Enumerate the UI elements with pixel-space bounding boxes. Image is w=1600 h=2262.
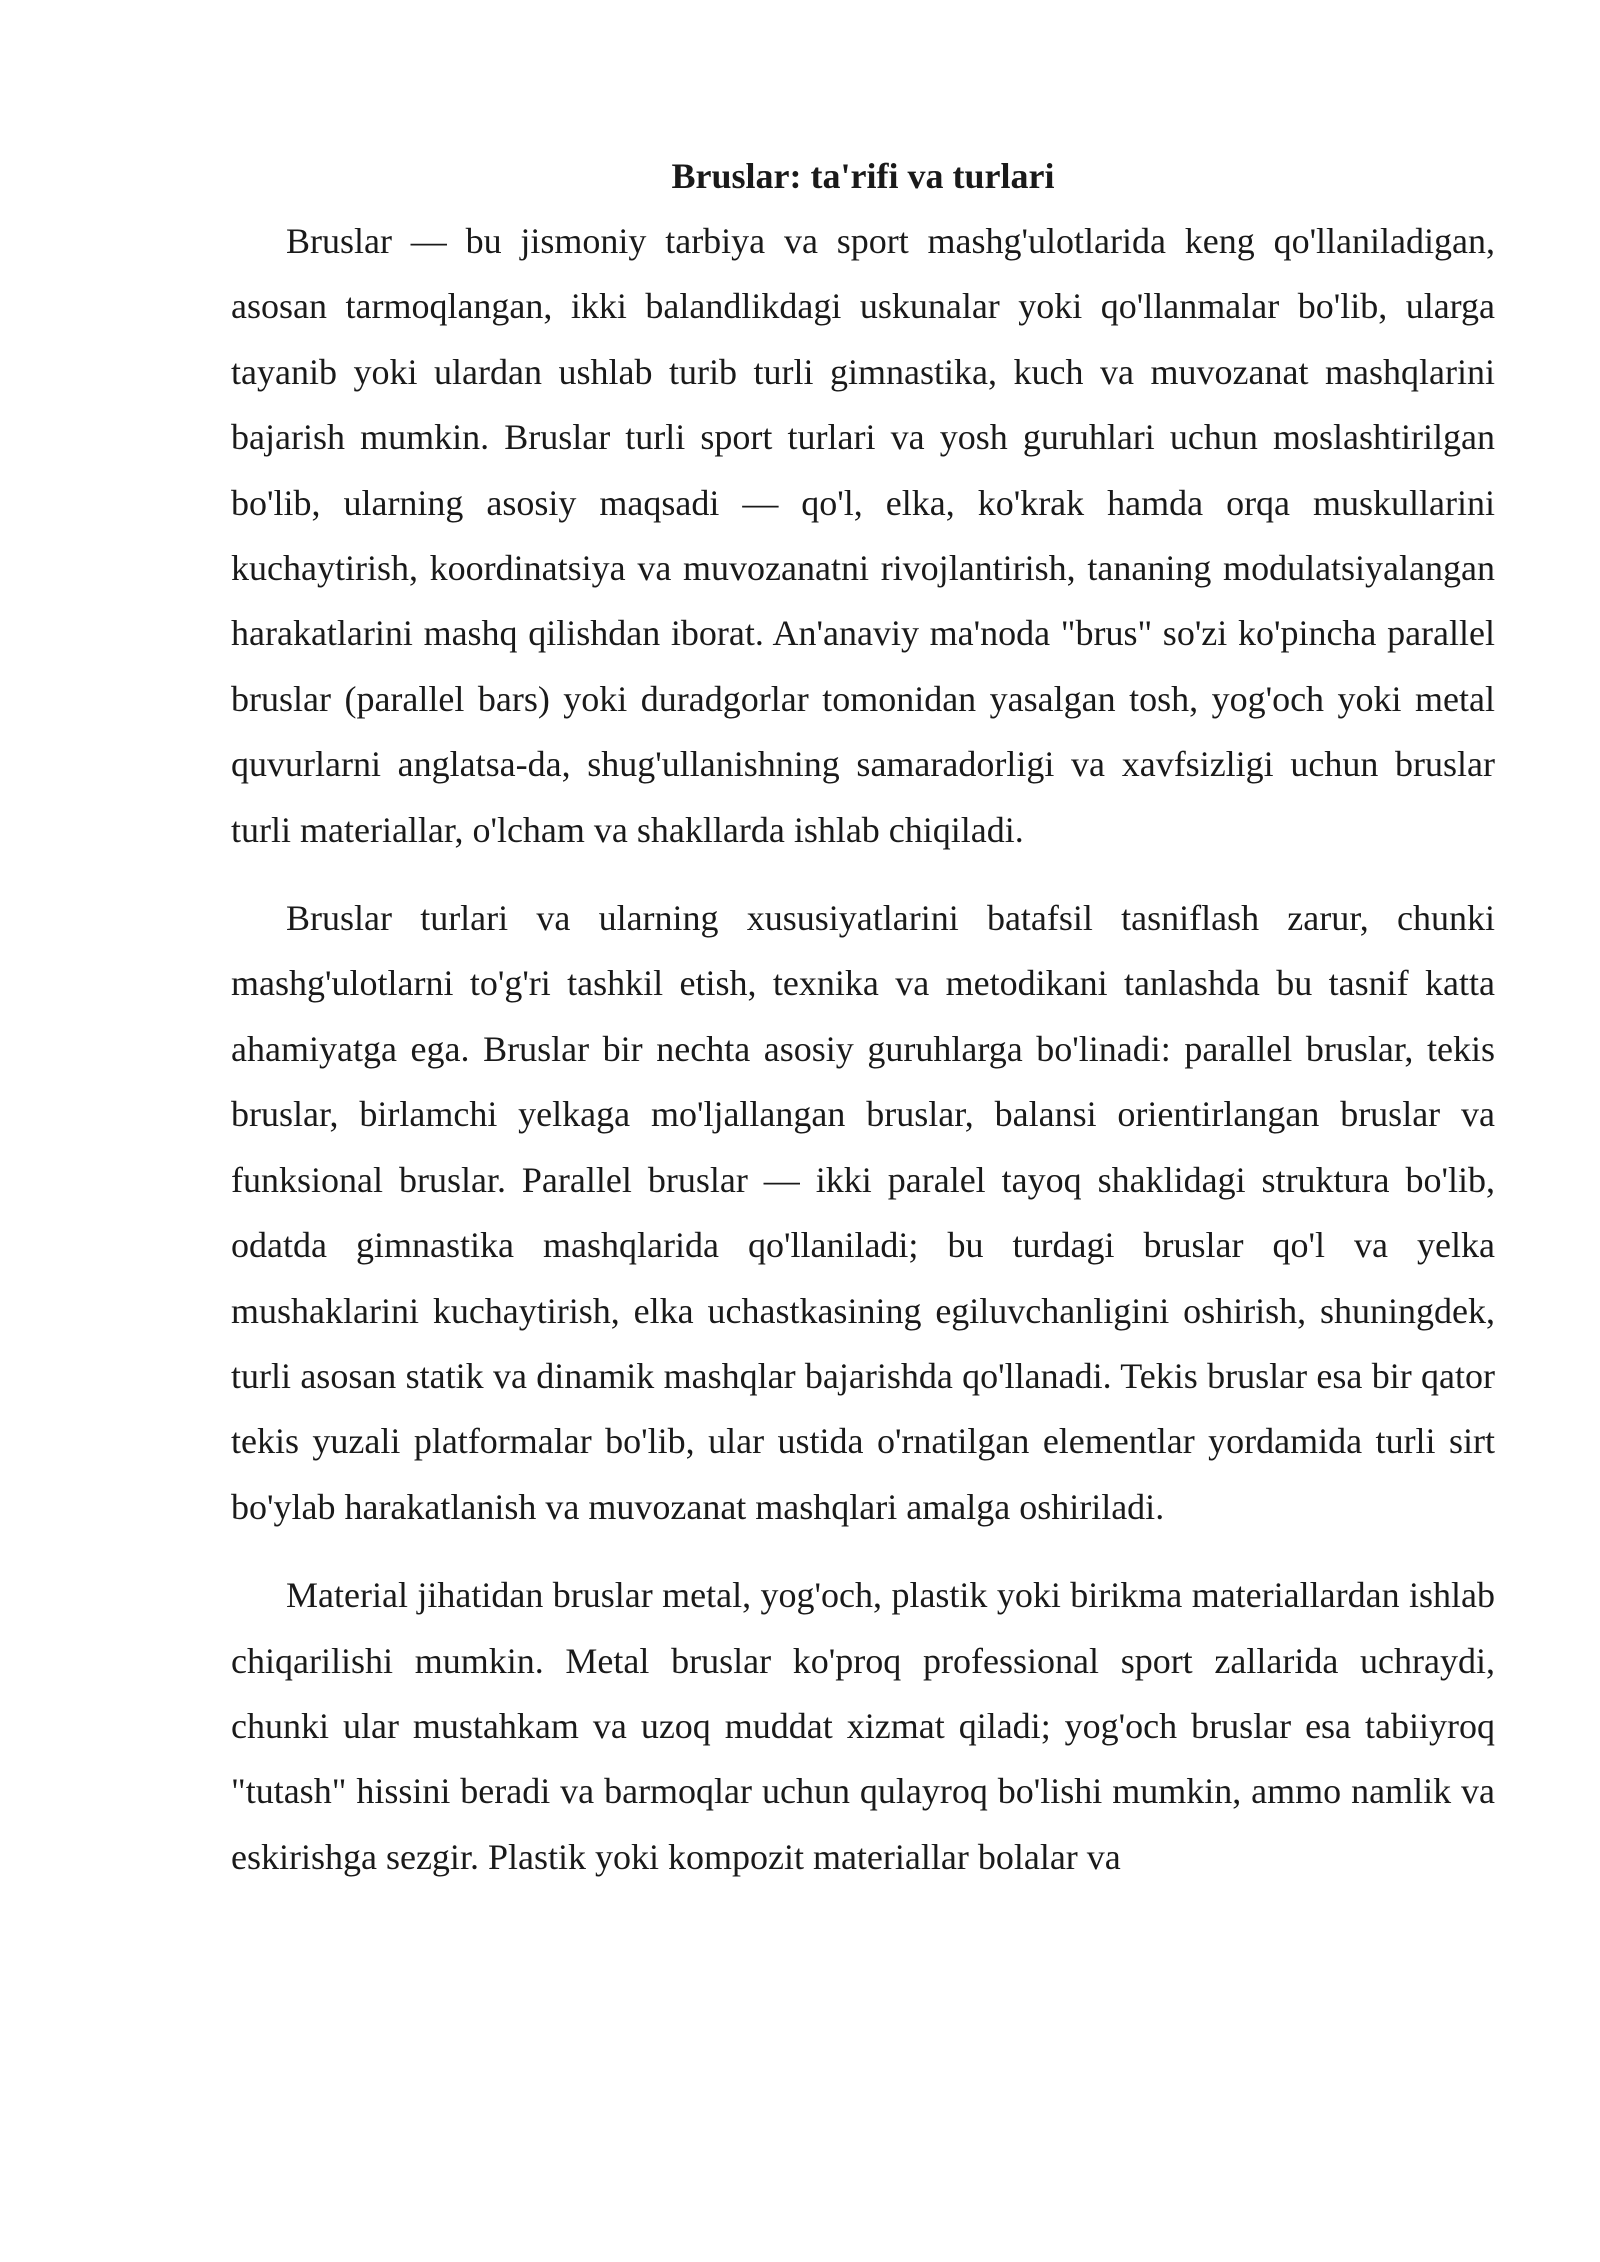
document-body <box>231 154 1495 1913</box>
document-title: Bruslar: ta'rifi va turlari <box>671 156 1055 196</box>
paragraph-1: Bruslar — bu jismoniy tarbiya va sport mashg'ulotlarida keng qo'llaniladigan, asosan tarmoqlangan, ikki balandlikdagi uskunalar yoki qo'llanmalar bo'lib, ularga tayanib yoki ulardan ushlab turib turli gimnastika, kuch va muvozanat mashqlarini bajarish mumkin. Bruslar turli sport turlari va yosh guruhlari uchun moslashtirilgan bo'lib, ularning asosiy maqsadi — qo'l, elka, ko'krak hamda orqa muskullarini kuchaytirish, koordinatsiya va muvozanatni rivojlantirish, tananing modulatsiyalangan harakatlarini mashq qilishdan iborat. An'anaviy ma'noda "brus" so'zi ko'pincha parallel bruslar (parallel bars) yoki duradgorlar tomonidan yasalgan tosh, yog'och yoki metal quvurlarni anglatsa-da, shug'ullanishning samaradorligi va xavfsizligi uchun bruslar turli materiallar, o'lcham va shakllarda ishlab chiqiladi. <box>231 221 1495 850</box>
paragraph-2: Bruslar turlari va ularning xususiyatlarini batafsil tasniflash zarur, chunki mashg'ulotlarni to'g'ri tashkil etish, texnika va metodikani tanlashda bu tasnif katta ahamiyatga ega. Bruslar bir nechta asosiy guruhlarga bo'linadi: parallel bruslar, tekis bruslar, birlamchi yelkaga mo'ljallangan bruslar, balansi orientirlangan bruslar va funksional bruslar. Parallel bruslar — ikki paralel tayoq shaklidagi struktura bo'lib, odatda gimnastika mashqlarida qo'llaniladi; bu turdagi bruslar qo'l va yelka mushaklarini kuchaytirish, elka uchastkasining egiluvchanligini oshirish, shuningdek, turli asosan statik va dinamik mashqlar bajarishda qo'llanadi. Tekis bruslar esa bir qator tekis yuzali platformalar bo'lib, ular ustida o'rnatilgan elementlar yordamida turli sirt bo'ylab harakatlanish va muvozanat mashqlari amalga oshiriladi. <box>231 898 1495 1527</box>
paragraph-3: Material jihatidan bruslar metal, yog'och, plastik yoki birikma materiallardan ishlab chiqarilishi mumkin. Metal bruslar ko'proq professional sport zallarida uchraydi, chunki ular mustahkam va uzoq muddat xizmat qiladi; yog'och bruslar esa tabiiyroq "tutash" hissini beradi va barmoqlar uchun qulayroq bo'lishi mumkin, ammo namlik va eskirishga sezgir. Plastik yoki kompozit materiallar bolalar va <box>231 1575 1495 1877</box>
